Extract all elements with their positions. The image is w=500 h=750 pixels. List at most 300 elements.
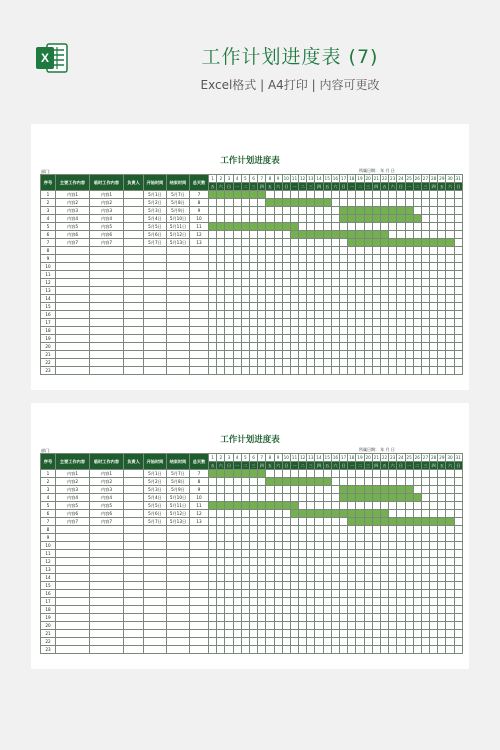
gantt-cell <box>364 335 372 343</box>
cell-end <box>167 327 190 335</box>
day-number: 10 <box>283 455 289 460</box>
cell-start: 5月2日 <box>144 478 167 486</box>
gantt-cell <box>348 550 356 558</box>
gantt-cell <box>225 239 233 247</box>
gantt-cell <box>258 231 266 239</box>
gantt-cell <box>323 343 331 351</box>
cell-main <box>56 582 90 590</box>
gantt-cell <box>405 263 413 271</box>
cell-days: 8 <box>190 478 209 486</box>
gantt-cell <box>266 367 274 375</box>
gantt-cell <box>323 558 331 566</box>
gantt-cell <box>348 534 356 542</box>
gantt-cell <box>364 359 372 367</box>
gantt-cell <box>274 295 282 303</box>
gantt-cell <box>331 255 339 263</box>
cell-end <box>167 303 190 311</box>
gantt-cell <box>290 287 298 295</box>
day-number: 4 <box>233 175 241 183</box>
day-number: 11 <box>291 176 298 181</box>
gantt-cell <box>315 327 323 335</box>
gantt-cell <box>380 478 388 486</box>
gantt-cell <box>397 470 405 478</box>
cell-temp <box>90 646 124 654</box>
cell-days <box>190 359 209 367</box>
gantt-cell <box>225 526 233 534</box>
gantt-cell <box>364 263 372 271</box>
gantt-bar-cell <box>290 223 298 231</box>
gantt-cell <box>430 215 438 223</box>
gantt-cell <box>331 343 339 351</box>
cell-main: 内容7 <box>56 239 90 247</box>
gantt-cell <box>438 231 446 239</box>
cell-main <box>56 574 90 582</box>
gantt-cell <box>299 606 307 614</box>
day-number: 8 <box>266 454 274 462</box>
cell-start: 5月6日 <box>144 510 167 518</box>
table-row <box>41 263 463 271</box>
gantt-cell <box>331 199 339 207</box>
schedule-table <box>40 174 463 375</box>
cell-owner <box>124 470 144 478</box>
cell-no: 16 <box>41 590 56 598</box>
gantt-cell <box>389 558 397 566</box>
gantt-cell <box>282 606 290 614</box>
gantt-cell <box>430 478 438 486</box>
cell-days: 7 <box>190 470 209 478</box>
cell-end: 5月12日 <box>167 510 190 518</box>
gantt-cell <box>364 303 372 311</box>
gantt-cell <box>217 566 225 574</box>
gantt-bar-cell <box>258 502 266 510</box>
cell-main <box>56 255 90 263</box>
gantt-cell <box>364 622 372 630</box>
gantt-bar-cell <box>340 231 348 239</box>
gantt-cell <box>225 622 233 630</box>
gantt-cell <box>430 311 438 319</box>
cell-start <box>144 630 167 638</box>
gantt-cell <box>397 534 405 542</box>
gantt-cell <box>217 598 225 606</box>
gantt-cell <box>233 478 241 486</box>
gantt-cell <box>331 518 339 526</box>
weekday-label: 一 <box>292 463 297 468</box>
gantt-cell <box>397 335 405 343</box>
cell-temp <box>90 311 124 319</box>
table-row <box>41 199 463 207</box>
gantt-cell <box>454 191 462 199</box>
cell-main: 内容6 <box>56 510 90 518</box>
gantt-cell <box>348 582 356 590</box>
gantt-bar-cell <box>290 231 298 239</box>
gantt-cell <box>307 574 315 582</box>
gantt-cell <box>438 199 446 207</box>
gantt-cell <box>233 558 241 566</box>
day-number: 1 <box>209 454 217 462</box>
gantt-cell <box>413 319 421 327</box>
gantt-cell <box>307 247 315 255</box>
gantt-cell <box>430 247 438 255</box>
gantt-cell <box>323 359 331 367</box>
gantt-cell <box>348 247 356 255</box>
cell-end <box>167 638 190 646</box>
gantt-cell <box>430 582 438 590</box>
gantt-cell <box>315 287 323 295</box>
gantt-cell <box>217 614 225 622</box>
gantt-cell <box>299 534 307 542</box>
gantt-cell <box>274 598 282 606</box>
gantt-cell <box>233 510 241 518</box>
gantt-cell <box>364 199 372 207</box>
gantt-cell <box>446 550 454 558</box>
gantt-cell <box>454 494 462 502</box>
gantt-cell <box>266 279 274 287</box>
gantt-cell <box>209 558 217 566</box>
gantt-cell <box>446 558 454 566</box>
gantt-cell <box>290 319 298 327</box>
gantt-cell <box>249 558 257 566</box>
gantt-cell <box>282 646 290 654</box>
gantt-bar-cell <box>405 486 413 494</box>
gantt-cell <box>340 630 348 638</box>
gantt-cell <box>348 646 356 654</box>
gantt-cell <box>430 646 438 654</box>
gantt-cell <box>266 263 274 271</box>
gantt-cell <box>372 638 380 646</box>
gantt-cell <box>364 255 372 263</box>
weekday-label: 一 <box>292 184 297 189</box>
gantt-cell <box>225 550 233 558</box>
gantt-cell <box>299 622 307 630</box>
cell-end <box>167 255 190 263</box>
gantt-cell <box>372 574 380 582</box>
gantt-cell <box>225 630 233 638</box>
gantt-cell <box>258 255 266 263</box>
gantt-cell <box>421 646 429 654</box>
gantt-cell <box>348 319 356 327</box>
date-info: 所属日期： 年 月 日 <box>359 168 395 173</box>
gantt-cell <box>405 470 413 478</box>
gantt-cell <box>241 351 249 359</box>
cell-end <box>167 367 190 375</box>
gantt-cell <box>454 558 462 566</box>
cell-temp <box>90 335 124 343</box>
gantt-cell <box>241 486 249 494</box>
gantt-cell <box>209 335 217 343</box>
gantt-cell <box>348 191 356 199</box>
cell-end <box>167 359 190 367</box>
gantt-cell <box>446 630 454 638</box>
gantt-cell <box>454 478 462 486</box>
gantt-cell <box>266 638 274 646</box>
gantt-cell <box>438 486 446 494</box>
gantt-cell <box>397 191 405 199</box>
gantt-cell <box>274 319 282 327</box>
gantt-cell <box>348 287 356 295</box>
gantt-bar-cell <box>225 191 233 199</box>
cell-main <box>56 351 90 359</box>
gantt-cell <box>356 263 364 271</box>
gantt-cell <box>258 494 266 502</box>
gantt-cell <box>323 646 331 654</box>
gantt-cell <box>397 502 405 510</box>
gantt-cell <box>331 295 339 303</box>
cell-owner <box>124 630 144 638</box>
gantt-cell <box>405 247 413 255</box>
gantt-cell <box>348 630 356 638</box>
cell-start <box>144 590 167 598</box>
gantt-cell <box>454 231 462 239</box>
cell-no: 8 <box>41 247 56 255</box>
gantt-cell <box>446 510 454 518</box>
gantt-cell <box>249 335 257 343</box>
gantt-cell <box>282 263 290 271</box>
cell-no: 9 <box>41 534 56 542</box>
gantt-cell <box>380 287 388 295</box>
gantt-cell <box>290 207 298 215</box>
gantt-cell <box>299 470 307 478</box>
gantt-cell <box>299 590 307 598</box>
gantt-cell <box>364 478 372 486</box>
table-row <box>41 582 463 590</box>
cell-owner <box>124 215 144 223</box>
gantt-cell <box>274 263 282 271</box>
gantt-cell <box>290 295 298 303</box>
gantt-bar-cell <box>282 199 290 207</box>
gantt-bar-cell <box>364 486 372 494</box>
gantt-bar-cell <box>315 478 323 486</box>
cell-main: 内容5 <box>56 223 90 231</box>
gantt-bar-cell <box>274 223 282 231</box>
gantt-cell <box>389 582 397 590</box>
gantt-cell <box>397 526 405 534</box>
cell-days <box>190 263 209 271</box>
cell-main <box>56 327 90 335</box>
gantt-bar-cell <box>397 486 405 494</box>
cell-main: 内容3 <box>56 486 90 494</box>
gantt-cell <box>389 287 397 295</box>
gantt-cell <box>397 199 405 207</box>
table-row <box>41 550 463 558</box>
gantt-cell <box>315 271 323 279</box>
gantt-cell <box>421 279 429 287</box>
table-row <box>41 223 463 231</box>
gantt-cell <box>217 199 225 207</box>
gantt-cell <box>348 574 356 582</box>
gantt-cell <box>258 207 266 215</box>
gantt-cell <box>225 351 233 359</box>
gantt-cell <box>266 606 274 614</box>
gantt-cell <box>348 638 356 646</box>
gantt-cell <box>315 367 323 375</box>
gantt-cell <box>249 271 257 279</box>
gantt-bar-cell <box>364 510 372 518</box>
gantt-cell <box>438 598 446 606</box>
gantt-cell <box>209 478 217 486</box>
gantt-cell <box>340 614 348 622</box>
gantt-cell <box>380 582 388 590</box>
gantt-cell <box>323 574 331 582</box>
dept-label: 部门： <box>41 448 53 453</box>
cell-temp <box>90 343 124 351</box>
gantt-cell <box>356 598 364 606</box>
gantt-cell <box>290 239 298 247</box>
gantt-cell <box>397 582 405 590</box>
gantt-bar-cell <box>340 510 348 518</box>
gantt-cell <box>274 486 282 494</box>
gantt-cell <box>258 630 266 638</box>
cell-temp: 内容7 <box>90 239 124 247</box>
gantt-cell <box>209 638 217 646</box>
weekday-label: 一 <box>349 184 354 189</box>
gantt-cell <box>323 311 331 319</box>
gantt-bar-cell <box>372 494 380 502</box>
gantt-cell <box>266 215 274 223</box>
gantt-bar-cell <box>274 478 282 486</box>
gantt-bar-cell <box>372 239 380 247</box>
table-row <box>41 566 463 574</box>
gantt-cell <box>454 327 462 335</box>
gantt-cell <box>249 231 257 239</box>
table-row <box>41 271 463 279</box>
gantt-cell <box>274 231 282 239</box>
gantt-cell <box>340 590 348 598</box>
gantt-cell <box>209 199 217 207</box>
gantt-cell <box>209 606 217 614</box>
gantt-cell <box>438 590 446 598</box>
gantt-cell <box>364 566 372 574</box>
gantt-cell <box>389 470 397 478</box>
gantt-cell <box>258 351 266 359</box>
gantt-cell <box>209 343 217 351</box>
dept-label: 部门： <box>41 169 53 174</box>
gantt-cell <box>323 526 331 534</box>
gantt-cell <box>380 574 388 582</box>
gantt-cell <box>356 311 364 319</box>
cell-days <box>190 311 209 319</box>
gantt-cell <box>266 239 274 247</box>
gantt-cell <box>299 335 307 343</box>
day-number: 2 <box>217 175 225 183</box>
gantt-cell <box>372 279 380 287</box>
cell-temp: 内容3 <box>90 486 124 494</box>
gantt-cell <box>364 558 372 566</box>
gantt-bar-cell <box>364 494 372 502</box>
cell-main <box>56 319 90 327</box>
cell-main <box>56 311 90 319</box>
cell-temp: 内容4 <box>90 215 124 223</box>
gantt-cell <box>225 494 233 502</box>
cell-main: 内容6 <box>56 231 90 239</box>
gantt-cell <box>233 486 241 494</box>
gantt-bar-cell <box>209 470 217 478</box>
gantt-cell <box>290 534 298 542</box>
gantt-cell <box>233 351 241 359</box>
day-number: 19 <box>357 455 363 460</box>
gantt-cell <box>315 494 323 502</box>
gantt-cell <box>454 614 462 622</box>
gantt-cell <box>258 319 266 327</box>
gantt-cell <box>323 486 331 494</box>
gantt-cell <box>241 630 249 638</box>
gantt-cell <box>438 351 446 359</box>
cell-main: 内容3 <box>56 207 90 215</box>
gantt-cell <box>340 239 348 247</box>
gantt-cell <box>430 502 438 510</box>
gantt-cell <box>331 191 339 199</box>
gantt-cell <box>282 638 290 646</box>
gantt-cell <box>209 239 217 247</box>
cell-no: 23 <box>41 646 56 654</box>
gantt-cell <box>364 470 372 478</box>
gantt-cell <box>446 606 454 614</box>
gantt-cell <box>348 558 356 566</box>
gantt-cell <box>421 255 429 263</box>
table-row <box>41 303 463 311</box>
cell-days: 13 <box>190 239 209 247</box>
gantt-cell <box>372 502 380 510</box>
gantt-cell <box>340 478 348 486</box>
gantt-cell <box>348 263 356 271</box>
gantt-cell <box>364 646 372 654</box>
gantt-cell <box>438 478 446 486</box>
cell-no: 10 <box>41 263 56 271</box>
gantt-cell <box>372 319 380 327</box>
cell-start <box>144 247 167 255</box>
gantt-cell <box>258 247 266 255</box>
gantt-cell <box>380 247 388 255</box>
gantt-cell <box>249 526 257 534</box>
cell-days: 7 <box>190 191 209 199</box>
cell-days <box>190 271 209 279</box>
gantt-cell <box>233 638 241 646</box>
gantt-cell <box>397 295 405 303</box>
gantt-bar-cell <box>323 478 331 486</box>
cell-days <box>190 574 209 582</box>
gantt-bar-cell <box>438 518 446 526</box>
gantt-cell <box>290 279 298 287</box>
gantt-cell <box>454 598 462 606</box>
gantt-cell <box>413 223 421 231</box>
day-number: 15 <box>324 455 330 460</box>
day-number: 20 <box>365 455 371 460</box>
gantt-cell <box>446 359 454 367</box>
column-header: 总天数 <box>190 454 209 470</box>
gantt-cell <box>233 311 241 319</box>
gantt-cell <box>274 494 282 502</box>
gantt-cell <box>372 327 380 335</box>
gantt-bar-cell <box>241 191 249 199</box>
gantt-cell <box>331 502 339 510</box>
table-row <box>41 534 463 542</box>
gantt-cell <box>397 359 405 367</box>
gantt-bar-cell <box>290 478 298 486</box>
gantt-cell <box>233 630 241 638</box>
gantt-cell <box>446 614 454 622</box>
gantt-cell <box>274 207 282 215</box>
gantt-cell <box>430 526 438 534</box>
gantt-cell <box>299 319 307 327</box>
cell-days <box>190 335 209 343</box>
cell-days <box>190 247 209 255</box>
cell-start: 5月3日 <box>144 207 167 215</box>
gantt-cell <box>430 255 438 263</box>
cell-main <box>56 550 90 558</box>
table-row <box>41 486 463 494</box>
gantt-cell <box>340 343 348 351</box>
gantt-bar-cell <box>356 494 364 502</box>
gantt-bar-cell <box>389 239 397 247</box>
